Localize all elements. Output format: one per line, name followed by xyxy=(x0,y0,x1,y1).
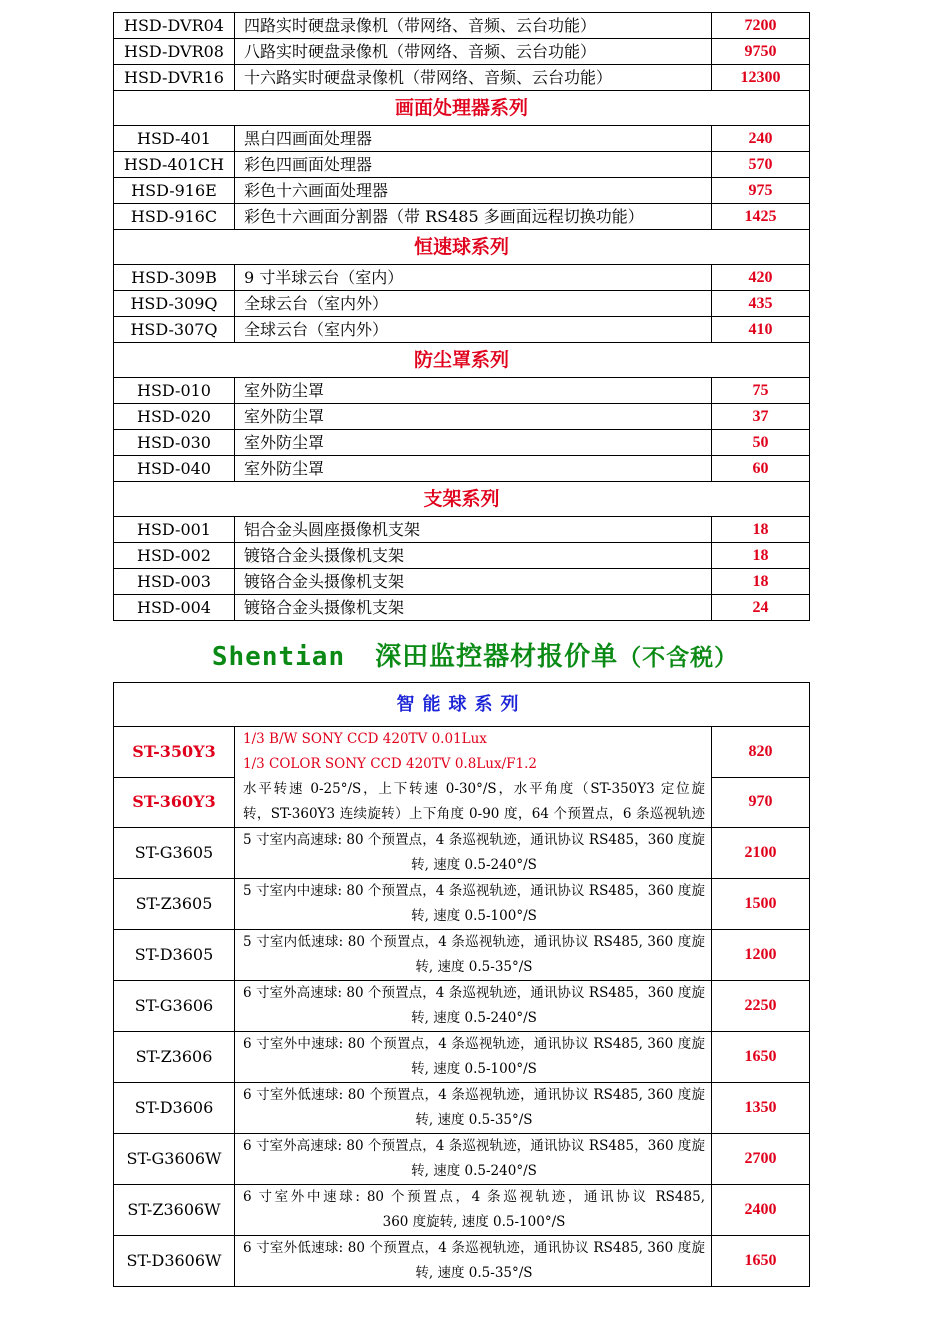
price-cell: 2250 xyxy=(712,981,810,1032)
section-title: 智能球系列 xyxy=(114,683,810,727)
price-cell: 2700 xyxy=(712,1134,810,1185)
model-cell: HSD-DVR16 xyxy=(114,65,235,91)
desc-line: 6 寸室外高速球: 80 个预置点，4 条巡视轨迹，通讯协议 RS485，360 度旋 xyxy=(243,1138,705,1154)
model-cell: ST-D3606 xyxy=(114,1083,235,1134)
title-main: 深田监控器材报价单 xyxy=(375,642,619,672)
desc-cell xyxy=(235,981,712,1032)
desc-line: 6 寸室外高速球: 80 个预置点，4 条巡视轨迹，通讯协议 RS485，360 度旋 xyxy=(243,985,705,1001)
desc-line: 6 寸室外低速球: 80 个预置点，4 条巡视轨迹，通讯协议 RS485, 360 度旋 xyxy=(243,1240,705,1256)
desc-cell: 室外防尘罩 xyxy=(235,378,712,404)
desc-line: 6 寸室外中速球: 80 个预置点，4 条巡视轨迹，通讯协议 RS485, 360 度旋 xyxy=(243,1036,705,1052)
model-cell: ST-Z3606 xyxy=(114,1032,235,1083)
price-cell: 12300 xyxy=(712,65,810,91)
desc-line: 5 寸室内高速球: 80 个预置点，4 条巡视轨迹，通讯协议 RS485，360 度旋 xyxy=(243,832,705,848)
model-cell: HSD-401CH xyxy=(114,152,235,178)
table-row xyxy=(114,828,810,879)
price-cell: 410 xyxy=(712,317,810,343)
section-row xyxy=(114,343,810,378)
brand-latin: Shentian xyxy=(211,642,346,672)
desc-line: 5 寸室内中速球: 80 个预置点，4 条巡视轨迹，通讯协议 RS485，360 度旋 xyxy=(243,883,705,899)
price-cell: 435 xyxy=(712,291,810,317)
table-row xyxy=(114,1083,810,1134)
table-row xyxy=(114,569,810,595)
model-cell: ST-360Y3 xyxy=(114,777,235,828)
desc-cell: 全球云台（室内外） xyxy=(235,291,712,317)
price-cell: 2400 xyxy=(712,1185,810,1236)
price-cell: 50 xyxy=(712,430,810,456)
desc-cell: 室外防尘罩 xyxy=(235,404,712,430)
price-cell: 970 xyxy=(712,777,810,828)
desc-cell: 室外防尘罩 xyxy=(235,430,712,456)
table-row xyxy=(114,1185,810,1236)
price-cell: 75 xyxy=(712,378,810,404)
desc-cell xyxy=(235,1032,712,1083)
price-cell: 9750 xyxy=(712,39,810,65)
table-row xyxy=(114,378,810,404)
price-cell: 820 xyxy=(712,727,810,778)
desc-cell xyxy=(235,879,712,930)
table-row xyxy=(114,65,810,91)
price-cell: 975 xyxy=(712,178,810,204)
desc-cell xyxy=(235,1185,712,1236)
model-cell: ST-G3606 xyxy=(114,981,235,1032)
section-row xyxy=(114,91,810,126)
desc-cell: 全球云台（室内外） xyxy=(235,317,712,343)
desc-cell: 镀铬合金头摄像机支架 xyxy=(235,543,712,569)
model-cell: ST-D3606W xyxy=(114,1236,235,1287)
price-cell: 240 xyxy=(712,126,810,152)
desc-cell xyxy=(235,1236,712,1287)
price-cell: 2100 xyxy=(712,828,810,879)
desc-cell: 十六路实时硬盘录像机（带网络、音频、云台功能） xyxy=(235,65,712,91)
model-cell: HSD-307Q xyxy=(114,317,235,343)
desc-line: 转, 速度 0.5-35°/S xyxy=(415,1265,533,1281)
desc-cell: 黑白四画面处理器 xyxy=(235,126,712,152)
table-row xyxy=(114,517,810,543)
table-row xyxy=(114,317,810,343)
table-row xyxy=(114,543,810,569)
section-title: 防尘罩系列 xyxy=(114,343,810,378)
price-table-st xyxy=(113,682,810,1287)
model-cell: HSD-040 xyxy=(114,456,235,482)
model-cell: HSD-916E xyxy=(114,178,235,204)
model-cell: HSD-002 xyxy=(114,543,235,569)
desc-cell: 铝合金头圆座摄像机支架 xyxy=(235,517,712,543)
spec-cell xyxy=(235,727,712,828)
desc-line: 转, 速度 0.5-240°/S xyxy=(411,1163,537,1179)
spec-line: 1/3 COLOR SONY CCD 420TV 0.8Lux/F1.2 xyxy=(243,756,537,772)
price-list-title xyxy=(0,636,950,673)
model-cell: ST-Z3606W xyxy=(114,1185,235,1236)
model-cell: HSD-003 xyxy=(114,569,235,595)
model-cell: HSD-004 xyxy=(114,595,235,621)
model-cell: HSD-020 xyxy=(114,404,235,430)
desc-cell: 四路实时硬盘录像机（带网络、音频、云台功能） xyxy=(235,13,712,39)
title-note: （不含税） xyxy=(618,645,739,671)
table-row xyxy=(114,404,810,430)
desc-cell xyxy=(235,1134,712,1185)
table-row xyxy=(114,1236,810,1287)
table-row xyxy=(114,204,810,230)
model-cell: HSD-309B xyxy=(114,265,235,291)
table-row xyxy=(114,265,810,291)
section-title: 画面处理器系列 xyxy=(114,91,810,126)
desc-cell: 镀铬合金头摄像机支架 xyxy=(235,595,712,621)
desc-line: 360 度旋转, 速度 0.5-100°/S xyxy=(382,1214,566,1230)
price-cell: 1425 xyxy=(712,204,810,230)
table-row xyxy=(114,430,810,456)
price-cell: 60 xyxy=(712,456,810,482)
section-title: 恒速球系列 xyxy=(114,230,810,265)
table-row xyxy=(114,178,810,204)
desc-line: 转, 速度 0.5-35°/S xyxy=(415,959,533,975)
model-cell: ST-G3606W xyxy=(114,1134,235,1185)
model-cell: HSD-309Q xyxy=(114,291,235,317)
price-table-hsd xyxy=(113,12,810,621)
price-cell: 1650 xyxy=(712,1236,810,1287)
model-cell: HSD-030 xyxy=(114,430,235,456)
table-row xyxy=(114,1134,810,1185)
table-row xyxy=(114,727,810,778)
price-cell: 18 xyxy=(712,543,810,569)
desc-cell xyxy=(235,930,712,981)
price-cell: 18 xyxy=(712,569,810,595)
table-row xyxy=(114,152,810,178)
desc-cell: 八路实时硬盘录像机（带网络、音频、云台功能） xyxy=(235,39,712,65)
table-row xyxy=(114,595,810,621)
desc-line: 转, 速度 0.5-35°/S xyxy=(415,1112,533,1128)
model-cell: HSD-401 xyxy=(114,126,235,152)
price-cell: 1200 xyxy=(712,930,810,981)
desc-cell: 彩色十六画面分割器（带 RS485 多画面远程切换功能） xyxy=(235,204,712,230)
desc-cell: 彩色四画面处理器 xyxy=(235,152,712,178)
desc-line: 转, 速度 0.5-240°/S xyxy=(411,1010,537,1026)
desc-cell xyxy=(235,1083,712,1134)
price-cell: 420 xyxy=(712,265,810,291)
price-cell: 570 xyxy=(712,152,810,178)
table-row xyxy=(114,39,810,65)
price-cell: 18 xyxy=(712,517,810,543)
desc-cell: 9 寸半球云台（室内） xyxy=(235,265,712,291)
model-cell: HSD-001 xyxy=(114,517,235,543)
spec-line: 水平转速 0-25°/S，上下转速 0-30°/S，水平角度（ST-350Y3 定位旋 xyxy=(243,781,705,797)
price-cell: 37 xyxy=(712,404,810,430)
price-cell: 7200 xyxy=(712,13,810,39)
desc-line: 转, 速度 0.5-240°/S xyxy=(411,857,537,873)
model-cell: HSD-916C xyxy=(114,204,235,230)
table-row xyxy=(114,879,810,930)
desc-cell: 室外防尘罩 xyxy=(235,456,712,482)
model-cell: ST-Z3605 xyxy=(114,879,235,930)
section-row xyxy=(114,482,810,517)
table-row xyxy=(114,291,810,317)
model-cell: ST-D3605 xyxy=(114,930,235,981)
model-cell: HSD-DVR08 xyxy=(114,39,235,65)
spec-line: 1/3 B/W SONY CCD 420TV 0.01Lux xyxy=(243,731,487,747)
desc-cell: 镀铬合金头摄像机支架 xyxy=(235,569,712,595)
model-cell: ST-G3605 xyxy=(114,828,235,879)
desc-line: 转, 速度 0.5-100°/S xyxy=(411,908,537,924)
section-row xyxy=(114,683,810,727)
table-row xyxy=(114,930,810,981)
desc-line: 转, 速度 0.5-100°/S xyxy=(411,1061,537,1077)
table-row xyxy=(114,13,810,39)
price-cell: 24 xyxy=(712,595,810,621)
desc-line: 6 寸室外中速球: 80 个预置点，4 条巡视轨迹，通讯协议 RS485, xyxy=(243,1189,705,1205)
spec-line: 转，ST-360Y3 连续旋转）上下角度 0-90 度，64 个预置点，6 条巡视轨迹 xyxy=(243,806,705,822)
table-row xyxy=(114,126,810,152)
table-row xyxy=(114,1032,810,1083)
model-cell: ST-350Y3 xyxy=(114,727,235,778)
model-cell: HSD-010 xyxy=(114,378,235,404)
section-row xyxy=(114,230,810,265)
desc-line: 6 寸室外低速球: 80 个预置点，4 条巡视轨迹，通讯协议 RS485, 360 度旋 xyxy=(243,1087,705,1103)
table-row xyxy=(114,981,810,1032)
desc-cell xyxy=(235,828,712,879)
model-cell: HSD-DVR04 xyxy=(114,13,235,39)
price-cell: 1500 xyxy=(712,879,810,930)
desc-cell: 彩色十六画面处理器 xyxy=(235,178,712,204)
table-row xyxy=(114,456,810,482)
price-cell: 1650 xyxy=(712,1032,810,1083)
desc-line: 5 寸室内低速球: 80 个预置点，4 条巡视轨迹，通讯协议 RS485, 360 度旋 xyxy=(243,934,705,950)
price-cell: 1350 xyxy=(712,1083,810,1134)
section-title: 支架系列 xyxy=(114,482,810,517)
